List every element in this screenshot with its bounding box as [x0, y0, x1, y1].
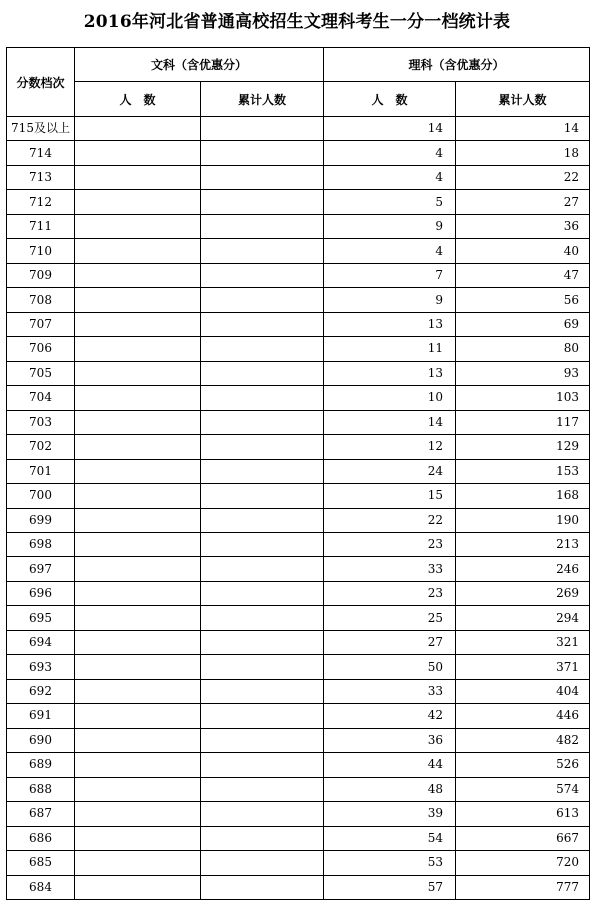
score-cell: 711: [7, 214, 75, 238]
score-cell: 706: [7, 337, 75, 361]
score-cell: 708: [7, 288, 75, 312]
table-row: [7, 459, 590, 483]
wenke-cumulative-cell: [201, 851, 324, 875]
like-cumulative-cell: 190: [456, 508, 590, 532]
wenke-count-cell: [75, 190, 201, 214]
table-row: [7, 826, 590, 850]
score-cell: 692: [7, 679, 75, 703]
like-cumulative-cell: 294: [456, 606, 590, 630]
wenke-cumulative-cell: [201, 239, 324, 263]
like-cumulative-cell: 667: [456, 826, 590, 850]
like-count-cell: 42: [324, 704, 456, 728]
page-title: 2016年河北省普通高校招生文理科考生一分一档统计表: [83, 12, 511, 32]
like-cumulative-cell: 36: [456, 214, 590, 238]
like-count-cell: 39: [324, 802, 456, 826]
wenke-cumulative-cell: [201, 679, 324, 703]
like-cumulative-cell: 69: [456, 312, 590, 336]
like-count-cell: 44: [324, 753, 456, 777]
wenke-count-cell: [75, 655, 201, 679]
wenke-count-cell: [75, 753, 201, 777]
like-count-cell: 25: [324, 606, 456, 630]
score-cell: 687: [7, 802, 75, 826]
table-row: [7, 165, 590, 189]
table-row: [7, 484, 590, 508]
like-count-cell: 10: [324, 386, 456, 410]
wenke-cumulative-cell: [201, 704, 324, 728]
like-cumulative-cell: 246: [456, 557, 590, 581]
like-count-cell: 36: [324, 728, 456, 752]
wenke-cumulative-cell: [201, 777, 324, 801]
table-row: [7, 777, 590, 801]
wenke-count-cell: [75, 777, 201, 801]
score-cell: 710: [7, 239, 75, 263]
wenke-count-cell: [75, 532, 201, 556]
like-count-cell: 15: [324, 484, 456, 508]
score-cell: 713: [7, 165, 75, 189]
score-cell: 705: [7, 361, 75, 385]
wenke-cumulative-cell: [201, 337, 324, 361]
wenke-cumulative-cell: [201, 802, 324, 826]
wenke-cumulative-cell: [201, 875, 324, 899]
table-row: [7, 630, 590, 654]
like-cumulative-cell: 371: [456, 655, 590, 679]
like-cumulative-header: 累计人数: [456, 82, 590, 117]
like-count-cell: 4: [324, 165, 456, 189]
like-count-cell: 23: [324, 581, 456, 605]
table-row: [7, 141, 590, 165]
score-cell: 698: [7, 532, 75, 556]
wenke-count-cell: [75, 557, 201, 581]
wenke-cumulative-cell: [201, 630, 324, 654]
wenke-count-cell: [75, 386, 201, 410]
wenke-cumulative-cell: [201, 214, 324, 238]
like-count-cell: 9: [324, 288, 456, 312]
like-cumulative-cell: 117: [456, 410, 590, 434]
wenke-cumulative-cell: [201, 263, 324, 287]
like-count-cell: 23: [324, 532, 456, 556]
table-row: [7, 679, 590, 703]
like-count-cell: 53: [324, 851, 456, 875]
like-count-cell: 48: [324, 777, 456, 801]
table-row: [7, 435, 590, 459]
like-cumulative-cell: 40: [456, 239, 590, 263]
wenke-count-cell: [75, 239, 201, 263]
like-cumulative-cell: 404: [456, 679, 590, 703]
wenke-count-cell: [75, 826, 201, 850]
table-row: [7, 802, 590, 826]
like-count-cell: 4: [324, 239, 456, 263]
wenke-cumulative-cell: [201, 117, 324, 141]
table-row: [7, 386, 590, 410]
table-row: [7, 875, 590, 899]
table-row: [7, 753, 590, 777]
wenke-count-cell: [75, 459, 201, 483]
like-count-cell: 4: [324, 141, 456, 165]
wenke-count-cell: [75, 288, 201, 312]
wenke-cumulative-cell: [201, 532, 324, 556]
score-cell: 697: [7, 557, 75, 581]
like-count-cell: 12: [324, 435, 456, 459]
table-row: [7, 288, 590, 312]
score-cell: 688: [7, 777, 75, 801]
wenke-count-cell: [75, 410, 201, 434]
wenke-count-cell: [75, 875, 201, 899]
like-group-header: 理科（含优惠分）: [324, 48, 590, 82]
wenke-count-cell: [75, 704, 201, 728]
wenke-count-cell: [75, 117, 201, 141]
score-cell: 685: [7, 851, 75, 875]
wenke-cumulative-cell: [201, 410, 324, 434]
wenke-cumulative-cell: [201, 753, 324, 777]
like-count-cell: 13: [324, 312, 456, 336]
like-count-header: 人 数: [324, 82, 456, 117]
like-cumulative-cell: 526: [456, 753, 590, 777]
score-cell: 709: [7, 263, 75, 287]
like-cumulative-cell: 129: [456, 435, 590, 459]
table-row: [7, 312, 590, 336]
score-cell: 694: [7, 630, 75, 654]
score-cell: 691: [7, 704, 75, 728]
score-cell: 693: [7, 655, 75, 679]
score-cell: 689: [7, 753, 75, 777]
score-cell: 707: [7, 312, 75, 336]
score-cell: 699: [7, 508, 75, 532]
score-cell: 715及以上: [7, 117, 75, 141]
score-column-header: 分数档次: [7, 48, 75, 117]
score-cell: 702: [7, 435, 75, 459]
wenke-count-cell: [75, 361, 201, 385]
table-row: [7, 532, 590, 556]
table-row: [7, 557, 590, 581]
table-row: [7, 214, 590, 238]
score-cell: 695: [7, 606, 75, 630]
wenke-cumulative-cell: [201, 655, 324, 679]
score-cell: 704: [7, 386, 75, 410]
like-cumulative-cell: 103: [456, 386, 590, 410]
table-row: [7, 728, 590, 752]
like-cumulative-cell: 720: [456, 851, 590, 875]
wenke-count-cell: [75, 263, 201, 287]
like-cumulative-cell: 168: [456, 484, 590, 508]
wenke-group-header: 文科（含优惠分）: [75, 48, 324, 82]
wenke-cumulative-cell: [201, 141, 324, 165]
like-cumulative-cell: 18: [456, 141, 590, 165]
wenke-count-cell: [75, 312, 201, 336]
like-count-cell: 27: [324, 630, 456, 654]
wenke-cumulative-cell: [201, 312, 324, 336]
wenke-count-cell: [75, 728, 201, 752]
like-cumulative-cell: 574: [456, 777, 590, 801]
like-cumulative-cell: 446: [456, 704, 590, 728]
like-count-cell: 33: [324, 557, 456, 581]
wenke-cumulative-cell: [201, 728, 324, 752]
table-row: [7, 190, 590, 214]
table-row: [7, 361, 590, 385]
wenke-count-cell: [75, 581, 201, 605]
table-body: [7, 117, 590, 900]
table-row: [7, 508, 590, 532]
score-cell: 712: [7, 190, 75, 214]
like-cumulative-cell: 153: [456, 459, 590, 483]
like-cumulative-cell: 27: [456, 190, 590, 214]
like-count-cell: 13: [324, 361, 456, 385]
like-count-cell: 33: [324, 679, 456, 703]
wenke-cumulative-cell: [201, 581, 324, 605]
score-cell: 701: [7, 459, 75, 483]
like-cumulative-cell: 93: [456, 361, 590, 385]
wenke-cumulative-cell: [201, 165, 324, 189]
like-cumulative-cell: 56: [456, 288, 590, 312]
like-count-cell: 22: [324, 508, 456, 532]
score-cell: 714: [7, 141, 75, 165]
wenke-count-cell: [75, 141, 201, 165]
like-cumulative-cell: 22: [456, 165, 590, 189]
wenke-cumulative-cell: [201, 508, 324, 532]
wenke-cumulative-cell: [201, 386, 324, 410]
wenke-cumulative-cell: [201, 606, 324, 630]
like-cumulative-cell: 269: [456, 581, 590, 605]
table-row: [7, 337, 590, 361]
like-cumulative-cell: 80: [456, 337, 590, 361]
wenke-count-cell: [75, 851, 201, 875]
wenke-count-cell: [75, 508, 201, 532]
like-count-cell: 7: [324, 263, 456, 287]
like-count-cell: 9: [324, 214, 456, 238]
table-row: [7, 263, 590, 287]
wenke-cumulative-cell: [201, 190, 324, 214]
wenke-count-cell: [75, 802, 201, 826]
like-count-cell: 57: [324, 875, 456, 899]
wenke-count-cell: [75, 165, 201, 189]
wenke-cumulative-cell: [201, 557, 324, 581]
wenke-count-cell: [75, 606, 201, 630]
table-row: [7, 239, 590, 263]
like-cumulative-cell: 14: [456, 117, 590, 141]
score-cell: 703: [7, 410, 75, 434]
wenke-cumulative-cell: [201, 361, 324, 385]
wenke-cumulative-cell: [201, 484, 324, 508]
like-count-cell: 14: [324, 117, 456, 141]
like-count-cell: 54: [324, 826, 456, 850]
like-cumulative-cell: 47: [456, 263, 590, 287]
score-cell: 690: [7, 728, 75, 752]
wenke-count-cell: [75, 337, 201, 361]
table-row: [7, 606, 590, 630]
wenke-cumulative-header: 累计人数: [201, 82, 324, 117]
wenke-cumulative-cell: [201, 288, 324, 312]
wenke-count-cell: [75, 484, 201, 508]
like-count-cell: 50: [324, 655, 456, 679]
table-row: [7, 117, 590, 141]
table-row: [7, 581, 590, 605]
like-cumulative-cell: 321: [456, 630, 590, 654]
score-cell: 684: [7, 875, 75, 899]
like-cumulative-cell: 213: [456, 532, 590, 556]
wenke-cumulative-cell: [201, 459, 324, 483]
wenke-count-cell: [75, 630, 201, 654]
score-cell: 696: [7, 581, 75, 605]
like-count-cell: 14: [324, 410, 456, 434]
table-row: [7, 655, 590, 679]
wenke-count-cell: [75, 214, 201, 238]
like-count-cell: 5: [324, 190, 456, 214]
score-cell: 700: [7, 484, 75, 508]
table-row: [7, 410, 590, 434]
table-row: [7, 851, 590, 875]
like-count-cell: 11: [324, 337, 456, 361]
wenke-cumulative-cell: [201, 826, 324, 850]
like-count-cell: 24: [324, 459, 456, 483]
like-cumulative-cell: 777: [456, 875, 590, 899]
wenke-count-header: 人 数: [75, 82, 201, 117]
score-distribution-table: [6, 47, 590, 900]
like-cumulative-cell: 613: [456, 802, 590, 826]
score-cell: 686: [7, 826, 75, 850]
wenke-cumulative-cell: [201, 435, 324, 459]
wenke-count-cell: [75, 435, 201, 459]
wenke-count-cell: [75, 679, 201, 703]
like-cumulative-cell: 482: [456, 728, 590, 752]
table-row: [7, 704, 590, 728]
